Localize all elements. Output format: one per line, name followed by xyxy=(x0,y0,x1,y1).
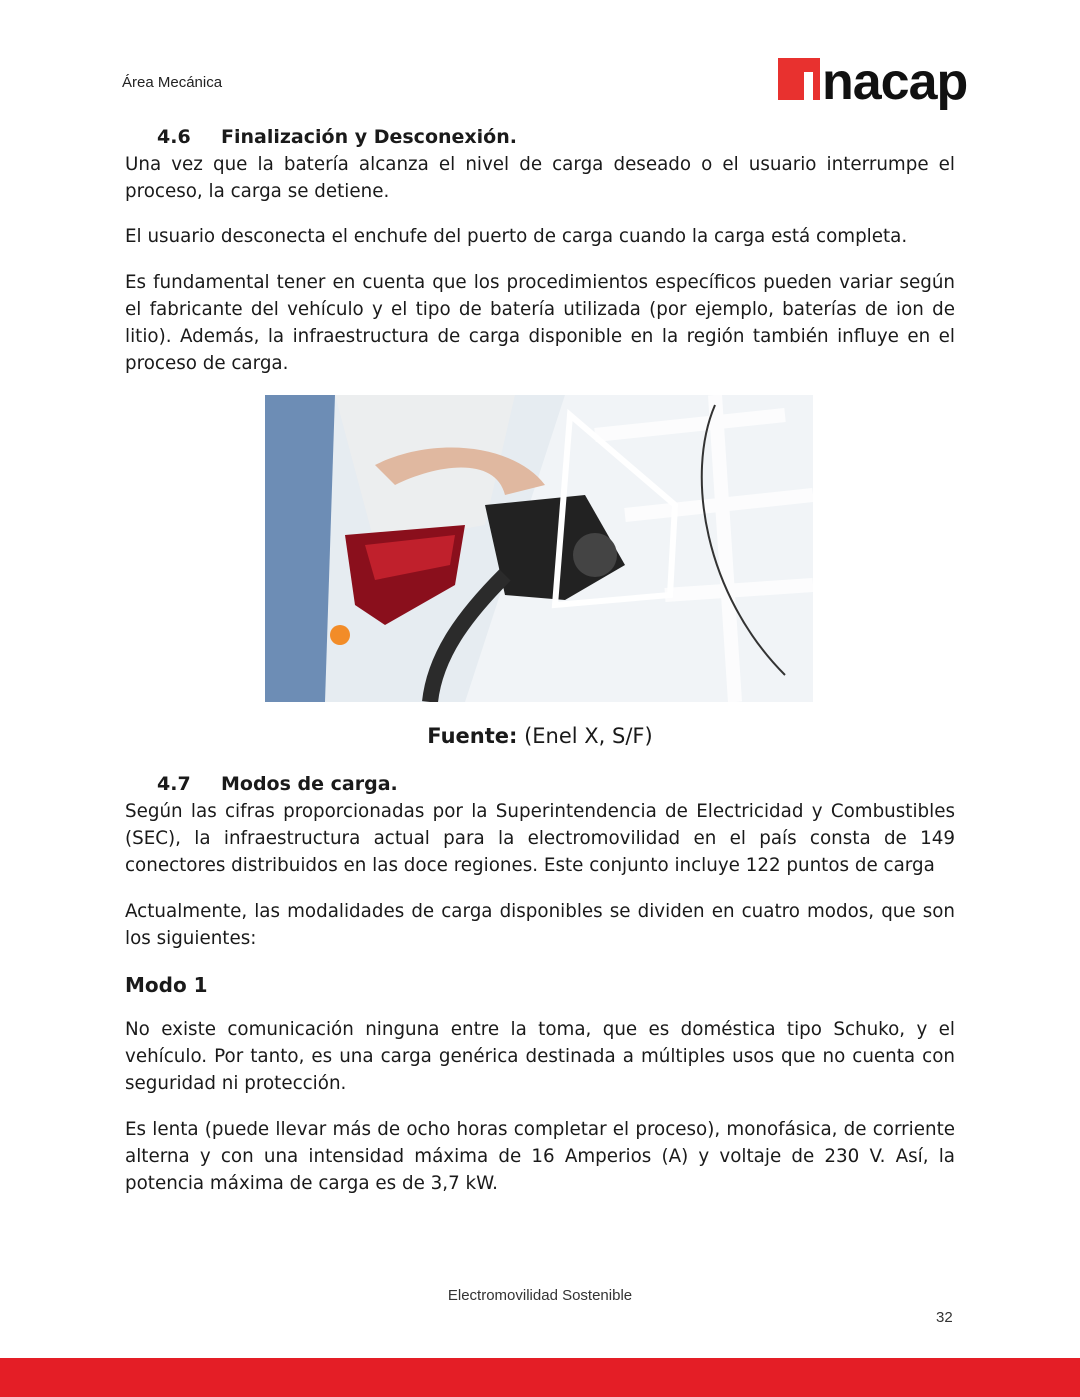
heading-number: 4.7 xyxy=(157,773,191,795)
section-4-6 xyxy=(125,124,955,377)
section-heading xyxy=(125,124,955,151)
paragraph: No existe comunicación ninguna entre la toma, que es doméstica tipo Schuko, y el vehículo. Por tanto, es una carga genérica destinada a múltiples usos que no cuenta con seguridad ni protección. xyxy=(125,1019,955,1095)
modo-1-heading: Modo 1 xyxy=(125,973,208,998)
paragraph: El usuario desconecta el enchufe del puerto de carga cuando la carga está completa. xyxy=(125,226,908,248)
footer-red-bar xyxy=(0,1358,1080,1397)
caption-label: Fuente: xyxy=(427,724,518,748)
heading-number: 4.6 xyxy=(157,126,191,148)
logo-mark xyxy=(778,58,820,100)
figure-caption xyxy=(0,724,1080,748)
logo-wordmark: nacap xyxy=(822,53,968,111)
heading-title: Finalización y Desconexión. xyxy=(221,126,517,148)
section-heading xyxy=(125,771,955,798)
paragraph: Actualmente, las modalidades de carga disponibles se dividen en cuatro modos, que son los siguientes: xyxy=(125,900,955,949)
heading-title: Modos de carga. xyxy=(221,773,398,795)
page-number: 32 xyxy=(936,1309,953,1326)
paragraph: Según las cifras proporcionadas por la Superintendencia de Electricidad y Combustibles (SEC), la infraestructura actual para la electromovilidad en el país consta de 149 conectores distribuidos en las doce regiones. Este conjunto incluye 122 puntos de carga xyxy=(125,801,955,877)
section-4-7 xyxy=(125,771,955,1197)
footer-title: Electromovilidad Sostenible xyxy=(447,1287,633,1304)
paragraph: Es lenta (puede llevar más de ocho horas completar el proceso), monofásica, de corriente alterna y con una intensidad máxima de 16 Amperios (A) y voltaje de 230 V. Así, la potencia máxima de carga es de 3,7 kW. xyxy=(125,1118,955,1195)
inacap-logo xyxy=(778,53,968,111)
paragraph: Una vez que la batería alcanza el nivel de carga deseado o el usuario interrumpe el proceso, la carga se detiene. xyxy=(125,154,955,203)
caption-source: (Enel X, S/F) xyxy=(517,724,653,748)
header-area-label: Área Mecánica xyxy=(122,74,223,91)
ev-charging-photo xyxy=(265,395,813,702)
paragraph: Es fundamental tener en cuenta que los procedimientos específicos pueden variar según el fabricante del vehículo y el tipo de batería utilizada (por ejemplo, baterías de ion de litio). Además, la infraestructura de carga disponible en la región también influye en el proceso de carga. xyxy=(125,271,955,375)
